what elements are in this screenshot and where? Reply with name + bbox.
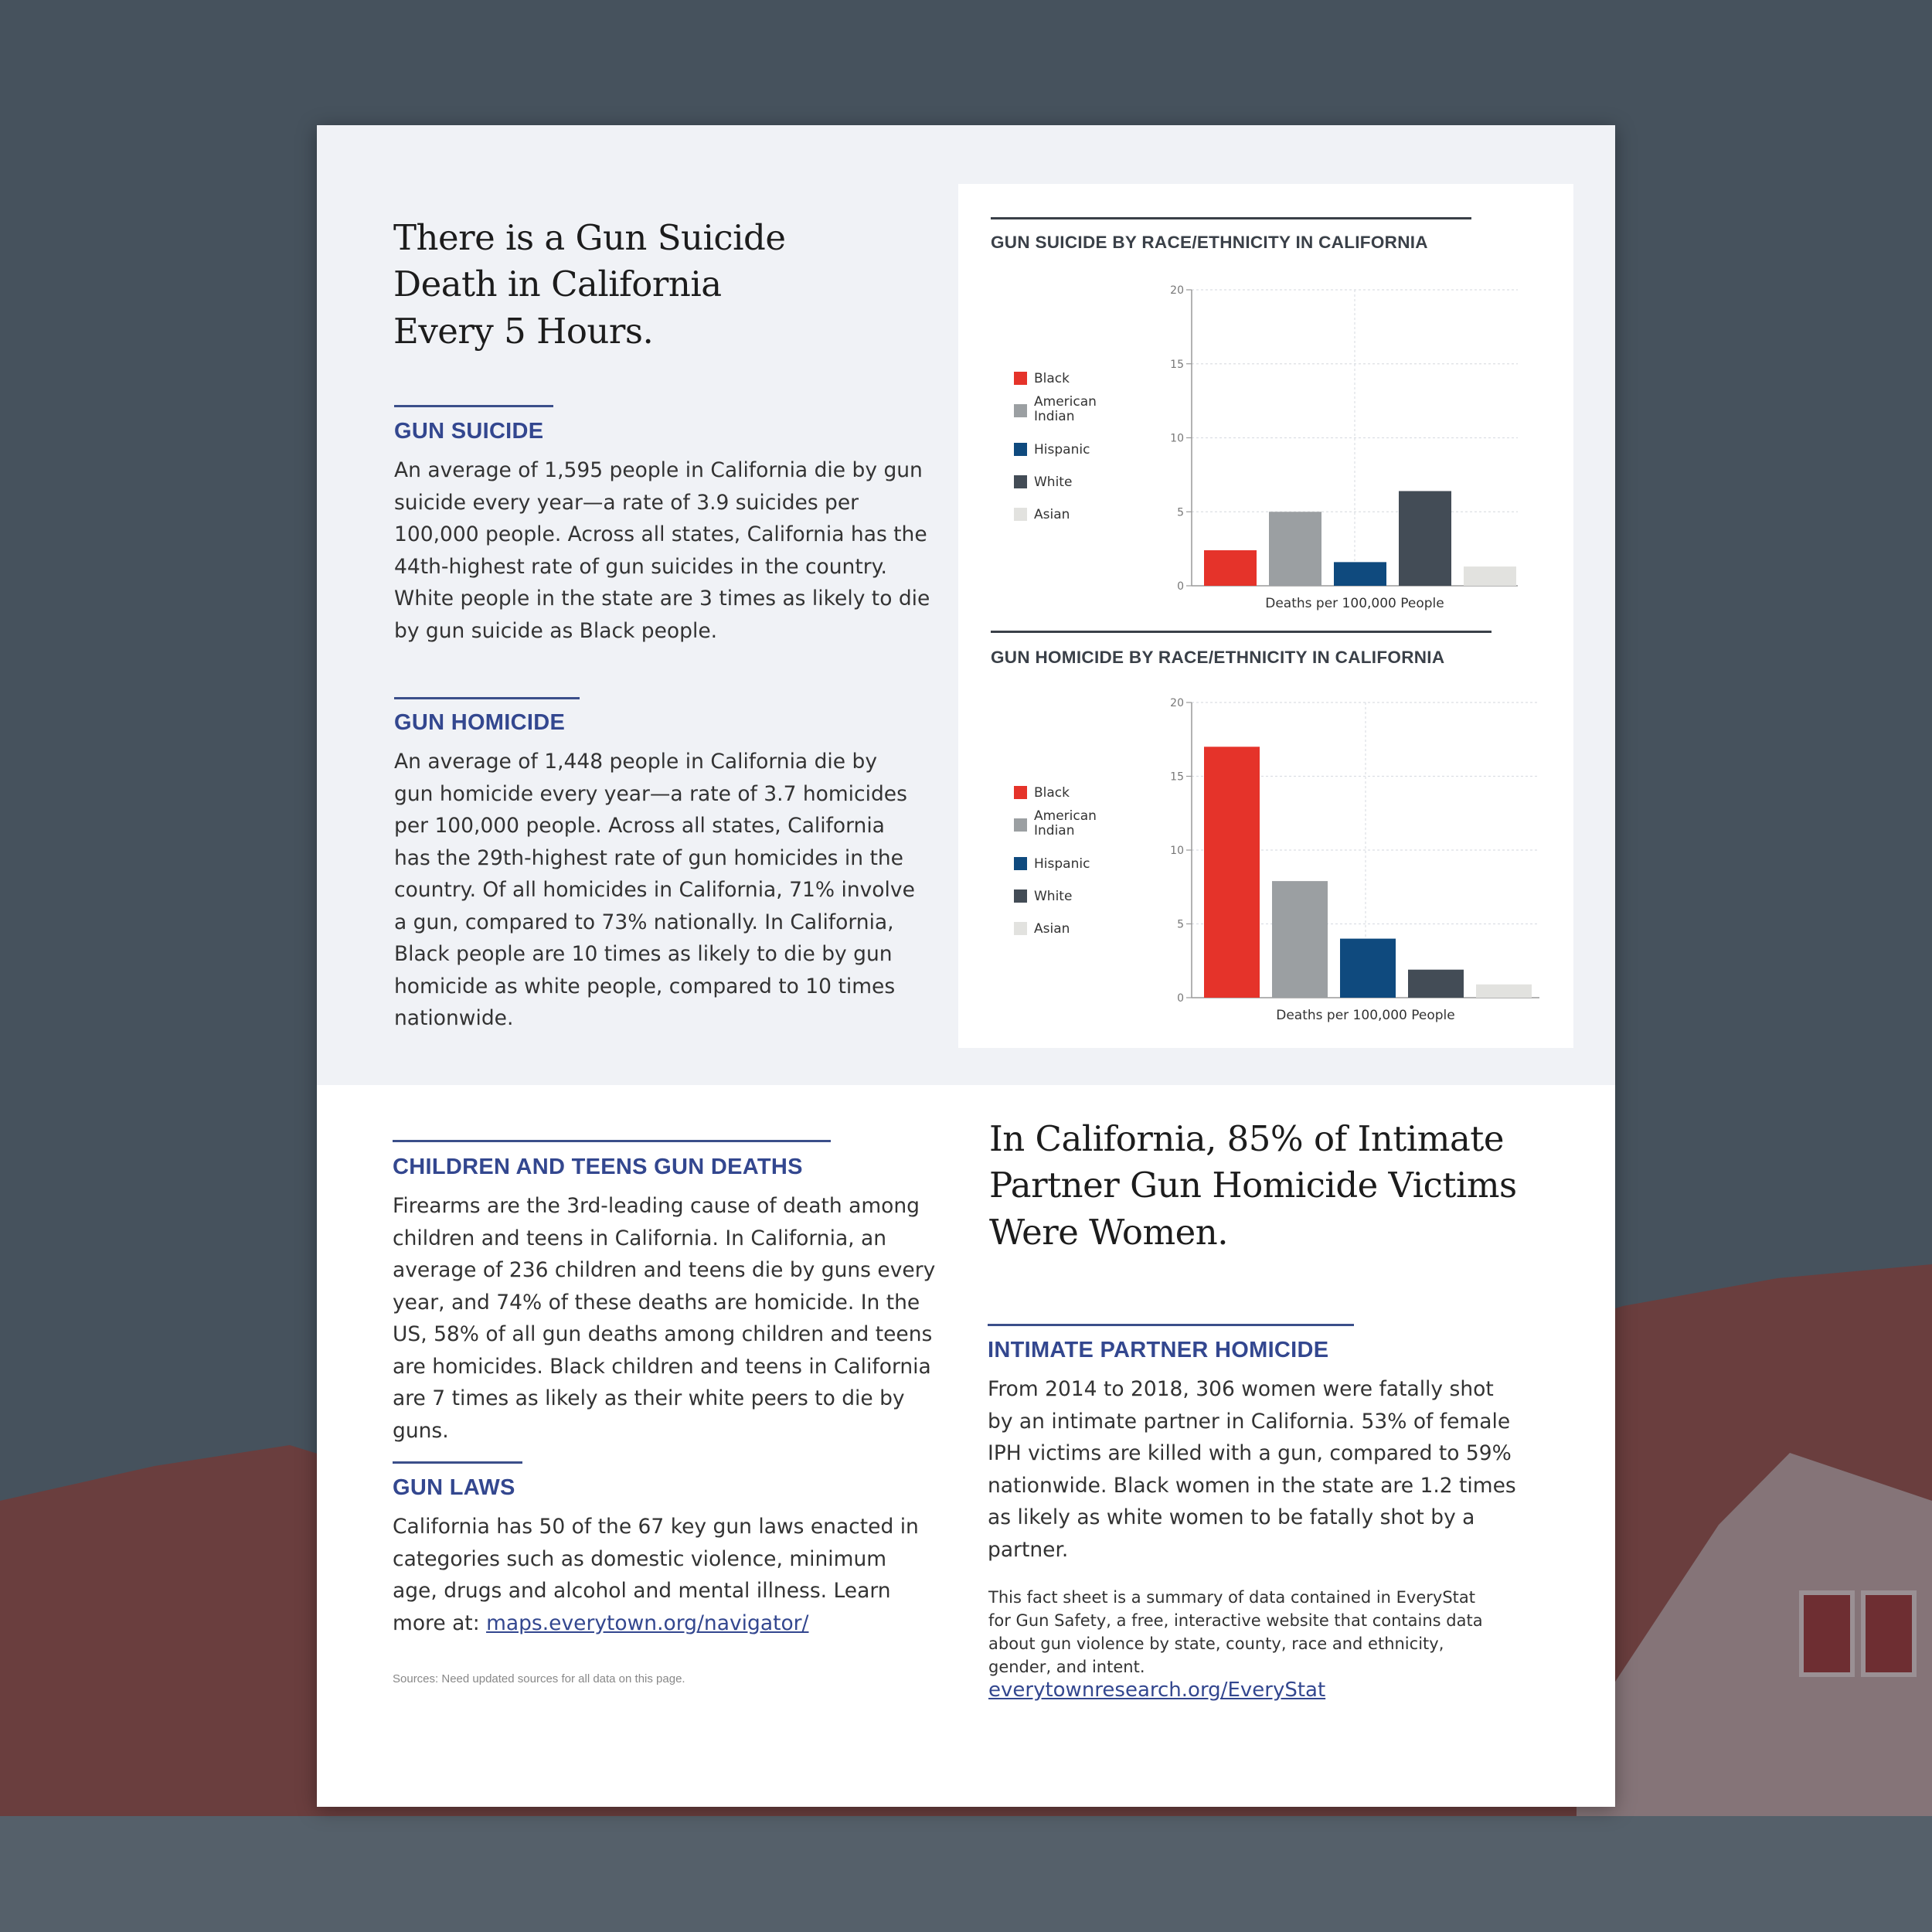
chart-rule <box>991 631 1492 633</box>
legend-label: American Indian <box>1034 808 1097 838</box>
bar-white <box>1399 491 1451 586</box>
x-axis-label: Deaths per 100,000 People <box>1265 596 1444 611</box>
y-tick-label: 5 <box>1177 918 1184 931</box>
legend-swatch <box>1014 889 1027 903</box>
suicide-chart-title: GUN SUICIDE BY RACE/ETHNICITY IN CALIFORNIA <box>991 233 1428 252</box>
y-tick-label: 20 <box>1170 284 1184 297</box>
legend-swatch <box>1014 372 1027 385</box>
background-window <box>1861 1590 1917 1677</box>
legend-swatch <box>1014 818 1027 832</box>
fact-sheet <box>317 125 1615 1807</box>
gun-homicide-text: An average of 1,448 people in California die by gun homicide every year—a rate of 3.7 homicides per 100,000 people. Across all states, California has the 29th-highest rate of gun homicides in the country. Of all homicides in California, 71% involve a gun, compared to 73% nationally. In California, Black people are 10 times as likely to die by gun homicide as white people, compared to 10 times nationwide. <box>394 750 915 1030</box>
suicide-chart <box>958 261 1573 624</box>
bar-asian <box>1464 566 1516 586</box>
intimate-partner-text: From 2014 to 2018, 306 women were fatally shot by an intimate partner in California. 53% of female IPH victims are killed with a gun, compared to 59% nationwide. Black women in the state are 1.2 times as likely as white women to be fatally shot by a partner. <box>988 1377 1516 1562</box>
legend-label: Asian <box>1034 921 1070 937</box>
bar-american-indian <box>1272 881 1328 998</box>
bar-white <box>1408 970 1464 998</box>
legend-label: Hispanic <box>1034 442 1090 457</box>
legend-label: American Indian <box>1034 394 1097 424</box>
everystat-link[interactable]: everytownresearch.org/EveryStat <box>988 1679 1326 1702</box>
gun-suicide-heading: GUN SUICIDE <box>394 419 544 444</box>
legend-label: Asian <box>1034 507 1070 522</box>
legend-swatch <box>1014 786 1027 799</box>
x-axis-label: Deaths per 100,000 People <box>1276 1008 1455 1023</box>
section-rule <box>393 1461 522 1464</box>
intimate-partner-title: In California, 85% of Intimate Partner Gun Homicide Victims Were Women. <box>989 1118 1517 1253</box>
homicide-chart-title: GUN HOMICIDE BY RACE/ETHNICITY IN CALIFORNIA <box>991 648 1445 667</box>
legend-swatch <box>1014 475 1027 488</box>
legend-swatch <box>1014 857 1027 870</box>
gun-laws-heading: GUN LAWS <box>393 1475 515 1500</box>
page-title: There is a Gun Suicide Death in California Every 5 Hours. <box>393 217 786 352</box>
sources-note: Sources: Need updated sources for all data on this page. <box>393 1672 685 1685</box>
background-window <box>1799 1590 1855 1677</box>
y-tick-label: 0 <box>1177 992 1184 1005</box>
legend-label: Black <box>1034 785 1070 801</box>
bar-hispanic <box>1340 939 1396 998</box>
bar-asian <box>1476 985 1532 998</box>
footnote-text: This fact sheet is a summary of data contained in EveryStat for Gun Safety, a free, interactive website that contains data about gun violence by state, county, race and ethnicity, gender, and intent. <box>988 1588 1483 1676</box>
y-tick-label: 20 <box>1170 697 1184 709</box>
navigator-link[interactable]: maps.everytown.org/navigator/ <box>486 1611 809 1635</box>
homicide-chart <box>958 673 1573 1036</box>
y-tick-label: 10 <box>1170 432 1184 445</box>
intimate-partner-heading: INTIMATE PARTNER HOMICIDE <box>988 1338 1329 1362</box>
legend-swatch <box>1014 404 1027 417</box>
children-teens-heading: CHILDREN AND TEENS GUN DEATHS <box>393 1155 803 1179</box>
children-teens-text: Firearms are the 3rd-leading cause of death among children and teens in California. In California, an average of 236 children and teens die by guns every year, and 74% of these deaths are homicide. In the US, 58% of all gun deaths among children and teens are homicides. Black children and teens in California are 7 times as likely as their white peers to die by guns. <box>393 1194 936 1443</box>
gun-homicide-heading: GUN HOMICIDE <box>394 710 566 735</box>
background-ground <box>0 1816 1932 1932</box>
gun-suicide-text: An average of 1,595 people in California die by gun suicide every year—a rate of 3.9 suicides per 100,000 people. Across all states, California has the 44th-highest rate of gun suicides in the country. White people in the state are 3 times as likely to die by gun suicide as Black people. <box>394 458 930 643</box>
legend-swatch <box>1014 443 1027 456</box>
y-tick-label: 5 <box>1177 506 1184 519</box>
section-rule <box>394 405 553 407</box>
legend-label: Black <box>1034 371 1070 386</box>
section-rule <box>988 1324 1354 1326</box>
bar-hispanic <box>1334 562 1386 586</box>
legend-swatch <box>1014 922 1027 935</box>
y-tick-label: 15 <box>1170 358 1184 371</box>
bar-american-indian <box>1269 512 1321 586</box>
y-tick-label: 10 <box>1170 845 1184 857</box>
y-tick-label: 15 <box>1170 770 1184 784</box>
legend-label: White <box>1034 889 1073 904</box>
chart-rule <box>991 217 1471 219</box>
bar-black <box>1204 747 1260 998</box>
section-rule <box>393 1140 831 1142</box>
footnote <box>988 1586 1483 1702</box>
gun-laws-text <box>393 1511 934 1639</box>
legend-label: White <box>1034 474 1073 490</box>
y-tick-label: 0 <box>1177 580 1184 593</box>
legend-swatch <box>1014 508 1027 521</box>
charts-panel <box>958 184 1573 1048</box>
bar-black <box>1204 550 1257 586</box>
section-rule <box>394 697 580 699</box>
legend-label: Hispanic <box>1034 856 1090 872</box>
gun-laws-body: California has 50 of the 67 key gun laws enacted in categories such as domestic violence, minimum age, drugs and alcohol and mental illness. Learn more at: <box>393 1515 919 1635</box>
